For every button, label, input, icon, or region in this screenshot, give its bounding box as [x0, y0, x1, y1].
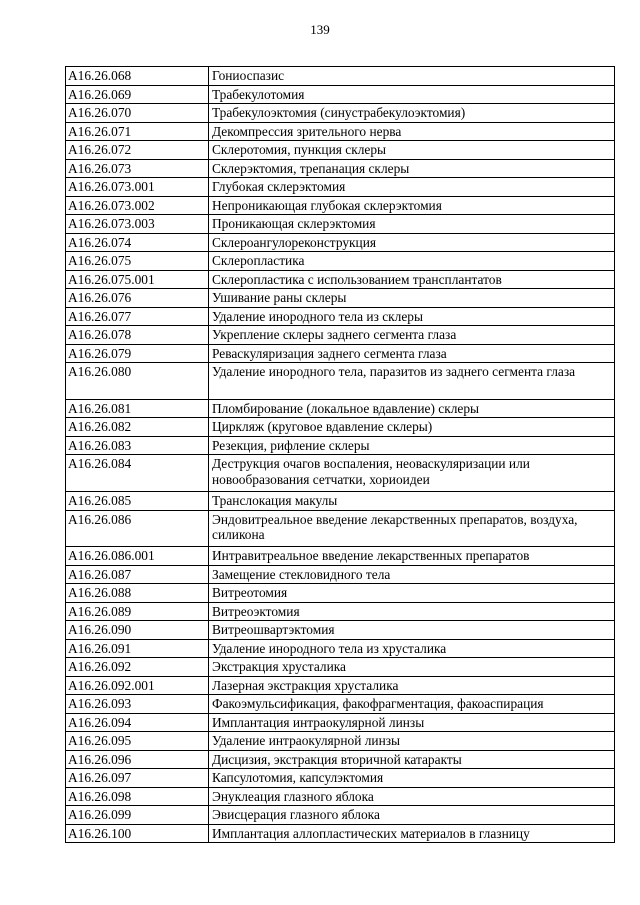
table-row: [66, 141, 615, 160]
procedure-code: A16.26.082: [66, 418, 209, 437]
procedure-code: A16.26.099: [66, 806, 209, 825]
procedure-code: A16.26.097: [66, 769, 209, 788]
procedure-code: A16.26.095: [66, 732, 209, 751]
table-row: [66, 122, 615, 141]
procedure-code: A16.26.092.001: [66, 676, 209, 695]
procedure-name: Склероангулореконструкция: [209, 233, 615, 252]
procedure-code: A16.26.090: [66, 621, 209, 640]
procedure-code: A16.26.086: [66, 510, 209, 547]
procedure-name: Имплантация аллопластических материалов в глазницу: [209, 824, 615, 843]
procedure-name: Энуклеация глазного яблока: [209, 787, 615, 806]
procedure-code: A16.26.073.003: [66, 215, 209, 234]
table-row: [66, 639, 615, 658]
procedure-code: A16.26.085: [66, 492, 209, 511]
table-row: [66, 252, 615, 271]
procedure-name: Проникающая склерэктомия: [209, 215, 615, 234]
procedure-code: A16.26.074: [66, 233, 209, 252]
procedure-code: A16.26.091: [66, 639, 209, 658]
table-row: [66, 547, 615, 566]
procedure-name: Эндовитреальное введение лекарственных препаратов, воздуха, силикона: [209, 510, 615, 547]
procedure-name: Факоэмульсификация, факофрагментация, факоаспирация: [209, 695, 615, 714]
table-row: [66, 270, 615, 289]
table-row: [66, 436, 615, 455]
procedure-name: Транслокация макулы: [209, 492, 615, 511]
procedure-code: A16.26.093: [66, 695, 209, 714]
table-row: [66, 104, 615, 123]
procedure-code: A16.26.079: [66, 344, 209, 363]
procedure-code: A16.26.096: [66, 750, 209, 769]
procedure-name: Ушивание раны склеры: [209, 289, 615, 308]
table-row: [66, 750, 615, 769]
procedure-code: A16.26.080: [66, 363, 209, 400]
procedure-code: A16.26.075: [66, 252, 209, 271]
procedure-name: Интравитреальное введение лекарственных препаратов: [209, 547, 615, 566]
procedure-code: A16.26.077: [66, 307, 209, 326]
table-row: [66, 492, 615, 511]
procedure-name: Деструкция очагов воспаления, неоваскуляризации или новообразования сетчатки, хориоидеи: [209, 455, 615, 492]
procedure-name: Удаление интраокулярной линзы: [209, 732, 615, 751]
table-row: [66, 178, 615, 197]
procedure-code: A16.26.068: [66, 67, 209, 86]
procedure-code: A16.26.084: [66, 455, 209, 492]
procedure-code: A16.26.083: [66, 436, 209, 455]
procedure-name: Трабекулотомия: [209, 85, 615, 104]
table-row: [66, 344, 615, 363]
procedure-name: Эвисцерация глазного яблока: [209, 806, 615, 825]
procedure-code: A16.26.072: [66, 141, 209, 160]
procedure-code: A16.26.073: [66, 159, 209, 178]
procedure-name: Витреоэктомия: [209, 602, 615, 621]
table-row: [66, 455, 615, 492]
procedure-name: Замещение стекловидного тела: [209, 565, 615, 584]
procedure-code: A16.26.086.001: [66, 547, 209, 566]
table-row: [66, 399, 615, 418]
procedure-name: Укрепление склеры заднего сегмента глаза: [209, 326, 615, 345]
procedure-code: A16.26.092: [66, 658, 209, 677]
procedure-name: Склеропластика: [209, 252, 615, 271]
procedure-code: A16.26.076: [66, 289, 209, 308]
table-row: [66, 215, 615, 234]
procedure-name: Декомпрессия зрительного нерва: [209, 122, 615, 141]
procedure-name: Склеротомия, пункция склеры: [209, 141, 615, 160]
table-row: [66, 307, 615, 326]
table-row: [66, 289, 615, 308]
procedure-name: Экстракция хрусталика: [209, 658, 615, 677]
procedure-name: Пломбирование (локальное вдавление) склеры: [209, 399, 615, 418]
procedure-code: A16.26.073.001: [66, 178, 209, 197]
procedure-name: Глубокая склерэктомия: [209, 178, 615, 197]
table-row: [66, 565, 615, 584]
table-row: [66, 676, 615, 695]
procedure-name: Удаление инородного тела из хрусталика: [209, 639, 615, 658]
table-row: [66, 510, 615, 547]
table-row: [66, 769, 615, 788]
procedure-code: A16.26.071: [66, 122, 209, 141]
procedure-code: A16.26.088: [66, 584, 209, 603]
table-row: [66, 621, 615, 640]
procedure-name: Склерэктомия, трепанация склеры: [209, 159, 615, 178]
procedure-name: Резекция, рифление склеры: [209, 436, 615, 455]
procedure-name: Циркляж (круговое вдавление склеры): [209, 418, 615, 437]
table-row: [66, 326, 615, 345]
procedure-name: Дисцизия, экстракция вторичной катаракты: [209, 750, 615, 769]
table-row: [66, 67, 615, 86]
procedure-code: A16.26.070: [66, 104, 209, 123]
table-row: [66, 787, 615, 806]
procedure-codes-table: [65, 66, 615, 843]
table-row: [66, 824, 615, 843]
table-row: [66, 363, 615, 400]
procedure-code: A16.26.087: [66, 565, 209, 584]
procedure-name: Реваскуляризация заднего сегмента глаза: [209, 344, 615, 363]
procedure-name: Удаление инородного тела, паразитов из заднего сегмента глаза: [209, 363, 615, 400]
table-row: [66, 732, 615, 751]
table-row: [66, 658, 615, 677]
procedure-code: A16.26.069: [66, 85, 209, 104]
procedure-name: Удаление инородного тела из склеры: [209, 307, 615, 326]
procedure-code: A16.26.078: [66, 326, 209, 345]
table-row: [66, 602, 615, 621]
table-row: [66, 159, 615, 178]
procedure-code: A16.26.075.001: [66, 270, 209, 289]
table-row: [66, 418, 615, 437]
procedure-name: Капсулотомия, капсулэктомия: [209, 769, 615, 788]
procedure-code: A16.26.094: [66, 713, 209, 732]
procedure-name: Гониоспазис: [209, 67, 615, 86]
procedure-name: Витреотомия: [209, 584, 615, 603]
table-row: [66, 584, 615, 603]
table-row: [66, 233, 615, 252]
table-row: [66, 713, 615, 732]
procedure-name: Имплантация интраокулярной линзы: [209, 713, 615, 732]
procedure-name: Склеропластика с использованием трансплантатов: [209, 270, 615, 289]
procedure-name: Трабекулоэктомия (синустрабекулоэктомия): [209, 104, 615, 123]
procedure-code: A16.26.089: [66, 602, 209, 621]
page-number: 139: [310, 22, 330, 37]
table-row: [66, 85, 615, 104]
procedure-code: A16.26.073.002: [66, 196, 209, 215]
procedure-name: Непроникающая глубокая склерэктомия: [209, 196, 615, 215]
table-row: [66, 196, 615, 215]
table-row: [66, 695, 615, 714]
procedure-name: Лазерная экстракция хрусталика: [209, 676, 615, 695]
procedure-code: A16.26.081: [66, 399, 209, 418]
procedure-code: A16.26.100: [66, 824, 209, 843]
procedure-name: Витреошвартэктомия: [209, 621, 615, 640]
procedure-code: A16.26.098: [66, 787, 209, 806]
table-row: [66, 806, 615, 825]
